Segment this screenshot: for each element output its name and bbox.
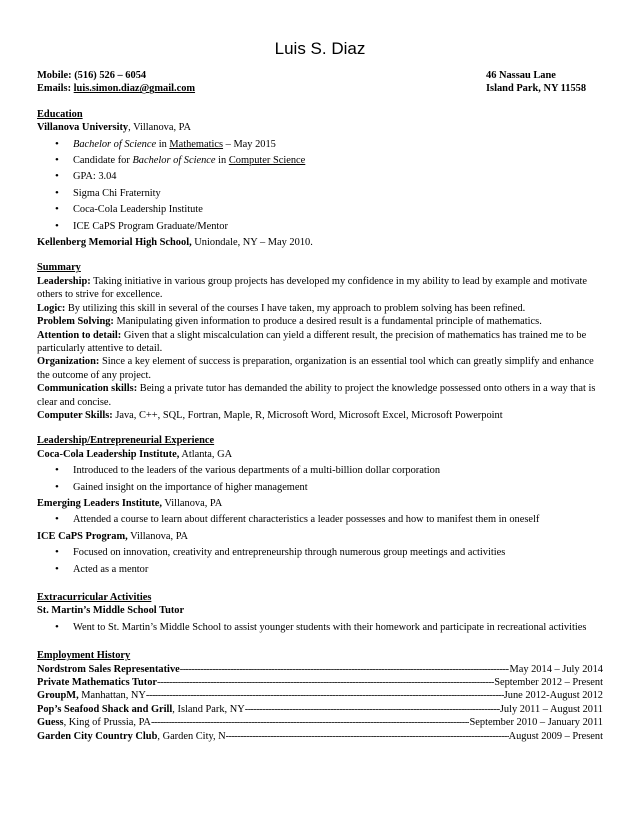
university-name: Villanova University bbox=[37, 122, 129, 134]
candidate-major: Computer Science bbox=[228, 155, 306, 167]
job-row bbox=[37, 703, 603, 716]
org-name: Coca-Cola Leadership Institute, bbox=[37, 448, 180, 460]
job-employer: GroupM, bbox=[37, 690, 79, 702]
job-location: , Island Park, NY bbox=[172, 703, 245, 715]
org-line bbox=[37, 497, 603, 510]
email-line bbox=[37, 82, 195, 95]
summary-heading: Summary bbox=[37, 262, 81, 274]
email-label: Emails: bbox=[37, 83, 74, 95]
summary-text: Manipulating given information to produce a desired result is a fundamental principle of mathematics. bbox=[113, 316, 542, 328]
org-name: Emerging Leaders Institute, bbox=[37, 497, 162, 509]
dash-leader bbox=[245, 703, 500, 716]
org-list bbox=[37, 621, 603, 634]
summary-item bbox=[37, 329, 603, 356]
list-item: • Gained insight on the importance of higher management bbox=[37, 481, 603, 494]
extracurricular-heading: Extracurricular Activities bbox=[37, 592, 152, 603]
resume-name: Luis S. Diaz bbox=[274, 39, 366, 58]
org-location: Villanova, PA bbox=[161, 497, 223, 509]
contact-left bbox=[37, 69, 195, 96]
org-name: St. Martin’s Middle School Tutor bbox=[37, 605, 185, 617]
summary-text: Given that a slight miscalculation can yield a different result, the precision of mathematics has trained me to be particularly attentive to detail. bbox=[37, 329, 587, 354]
summary-item bbox=[37, 275, 603, 302]
summary-text: Java, C++, SQL, Fortran, Maple, R, Microsoft Word, Microsoft Excel, Microsoft Powerpoint bbox=[112, 409, 503, 421]
list-item bbox=[37, 154, 603, 167]
list-item: • Coca-Cola Leadership Institute bbox=[37, 203, 603, 216]
degree-text: Bachelor of Science bbox=[73, 138, 157, 150]
summary-section bbox=[37, 261, 603, 422]
leadership-section bbox=[37, 434, 603, 576]
spacer bbox=[37, 579, 603, 591]
list-item bbox=[37, 138, 603, 151]
summary-item bbox=[37, 302, 603, 315]
org-line bbox=[37, 530, 603, 543]
candidate-prefix: Candidate for bbox=[73, 155, 133, 167]
list-item: • Acted as a mentor bbox=[37, 563, 603, 576]
degree-major: Mathematics bbox=[169, 138, 224, 150]
job-location: Manhattan, NY bbox=[78, 690, 146, 702]
spacer bbox=[37, 96, 603, 108]
dash-leader bbox=[151, 716, 470, 729]
list-item: • GPA: 3.04 bbox=[37, 170, 603, 183]
org-list bbox=[37, 546, 603, 576]
list-item: • ICE CaPS Program Graduate/Mentor bbox=[37, 220, 603, 233]
employment-section bbox=[37, 649, 603, 743]
summary-label: Leadership: bbox=[37, 275, 91, 287]
dash-leader bbox=[146, 689, 504, 702]
summary-label: Attention to detail: bbox=[37, 329, 122, 341]
org-location: Atlanta, GA bbox=[179, 448, 233, 460]
degree-joiner: in bbox=[156, 138, 170, 150]
dash-leader bbox=[157, 676, 494, 689]
summary-text: Since a key element of success is preparation, organization is an essential tool which can greatly simplify and enhance the outcome of any project. bbox=[37, 356, 594, 381]
job-row bbox=[37, 716, 603, 729]
job-title bbox=[37, 689, 146, 702]
job-row bbox=[37, 663, 603, 676]
mobile-number: Mobile: (516) 526 – 6054 bbox=[37, 70, 147, 81]
summary-item bbox=[37, 355, 603, 382]
summary-item bbox=[37, 315, 603, 328]
job-date: July 2011 – August 2011 bbox=[499, 703, 603, 715]
employment-heading: Employment History bbox=[37, 650, 131, 662]
job-employer: Garden City Country Club bbox=[37, 730, 158, 742]
job-row bbox=[37, 730, 603, 743]
list-item: • Introduced to the leaders of the various departments of a multi-billion dollar corporation bbox=[37, 464, 603, 477]
job-location: , Garden City, N bbox=[157, 730, 226, 742]
list-item: • Went to St. Martin’s Middle School to assist younger students with their homework and participate in recreational activities bbox=[37, 621, 603, 634]
address-street: 46 Nassau Lane bbox=[486, 70, 556, 81]
job-date: August 2009 – Present bbox=[508, 730, 603, 742]
org-location: Villanova, PA bbox=[127, 530, 189, 542]
summary-label: Problem Solving: bbox=[37, 316, 114, 328]
job-date: September 2010 – January 2011 bbox=[469, 717, 603, 729]
highschool-line bbox=[37, 236, 603, 249]
summary-item bbox=[37, 409, 603, 422]
org-name: ICE CaPS Program, bbox=[37, 530, 128, 542]
summary-item bbox=[37, 382, 603, 409]
job-title bbox=[37, 730, 226, 743]
education-section bbox=[37, 108, 603, 250]
extracurricular-section bbox=[37, 591, 603, 634]
address-city: Island Park, NY 11558 bbox=[486, 83, 587, 95]
job-date: September 2012 – Present bbox=[494, 677, 603, 689]
university-location: , Villanova, PA bbox=[128, 122, 192, 134]
job-title bbox=[37, 716, 151, 729]
summary-label: Computer Skills: bbox=[37, 409, 113, 421]
candidate-degree: Bachelor of Science bbox=[132, 155, 216, 167]
summary-label: Communication skills: bbox=[37, 383, 138, 395]
candidate-joiner: in bbox=[215, 155, 229, 167]
summary-label: Logic: bbox=[37, 302, 66, 314]
job-row bbox=[37, 689, 603, 702]
org-list bbox=[37, 464, 603, 494]
dash-leader bbox=[226, 730, 509, 743]
job-location: , King of Prussia, PA bbox=[63, 717, 151, 729]
org-list bbox=[37, 513, 603, 526]
education-heading: Education bbox=[37, 108, 83, 120]
degree-date: – May 2015 bbox=[223, 138, 276, 150]
dash-leader bbox=[180, 663, 510, 676]
email-link[interactable]: luis.simon.diaz@gmail.com bbox=[73, 83, 196, 95]
list-item: • Focused on innovation, creativity and entrepreneurship through numerous group meetings and activities bbox=[37, 546, 603, 559]
job-employer: Private Mathematics Tutor bbox=[37, 677, 158, 689]
job-title bbox=[37, 663, 180, 676]
leadership-heading: Leadership/Entrepreneurial Experience bbox=[37, 435, 215, 447]
contact-right bbox=[486, 69, 603, 96]
job-date: June 2012-August 2012 bbox=[503, 690, 603, 702]
spacer bbox=[37, 422, 603, 434]
resume-page bbox=[37, 38, 603, 743]
job-employer: Nordstrom Sales Representative bbox=[37, 663, 180, 675]
summary-label: Organization: bbox=[37, 356, 100, 368]
job-title bbox=[37, 676, 157, 689]
job-list bbox=[37, 663, 603, 743]
org-line bbox=[37, 448, 603, 461]
job-title bbox=[37, 703, 245, 716]
job-employer: Guess bbox=[37, 717, 64, 729]
summary-text: Being a private tutor has demanded the ability to project the knowledge possessed onto others in a way that is clear and concise. bbox=[37, 383, 596, 408]
highschool-details: Uniondale, NY – May 2010. bbox=[191, 237, 313, 249]
job-employer: Pop’s Seafood Shack and Grill bbox=[37, 703, 173, 715]
summary-text: Taking initiative in various group projects has developed my confidence in my ability to lead by example and motivate others to strive for excellence. bbox=[37, 275, 587, 301]
education-list bbox=[37, 138, 603, 233]
spacer bbox=[37, 637, 603, 649]
contact-block bbox=[37, 69, 603, 96]
job-row bbox=[37, 676, 603, 689]
spacer bbox=[37, 249, 603, 261]
list-item: • Sigma Chi Fraternity bbox=[37, 187, 603, 200]
summary-text: By utilizing this skill in several of the courses I have taken, my approach to problem solving has been refined. bbox=[65, 302, 526, 314]
highschool-name: Kellenberg Memorial High School, bbox=[37, 237, 192, 249]
university-line bbox=[37, 121, 603, 134]
list-item: • Attended a course to learn about different characteristics a leader possesses and how to manifest them in oneself bbox=[37, 513, 603, 526]
job-date: May 2014 – July 2014 bbox=[509, 663, 603, 675]
